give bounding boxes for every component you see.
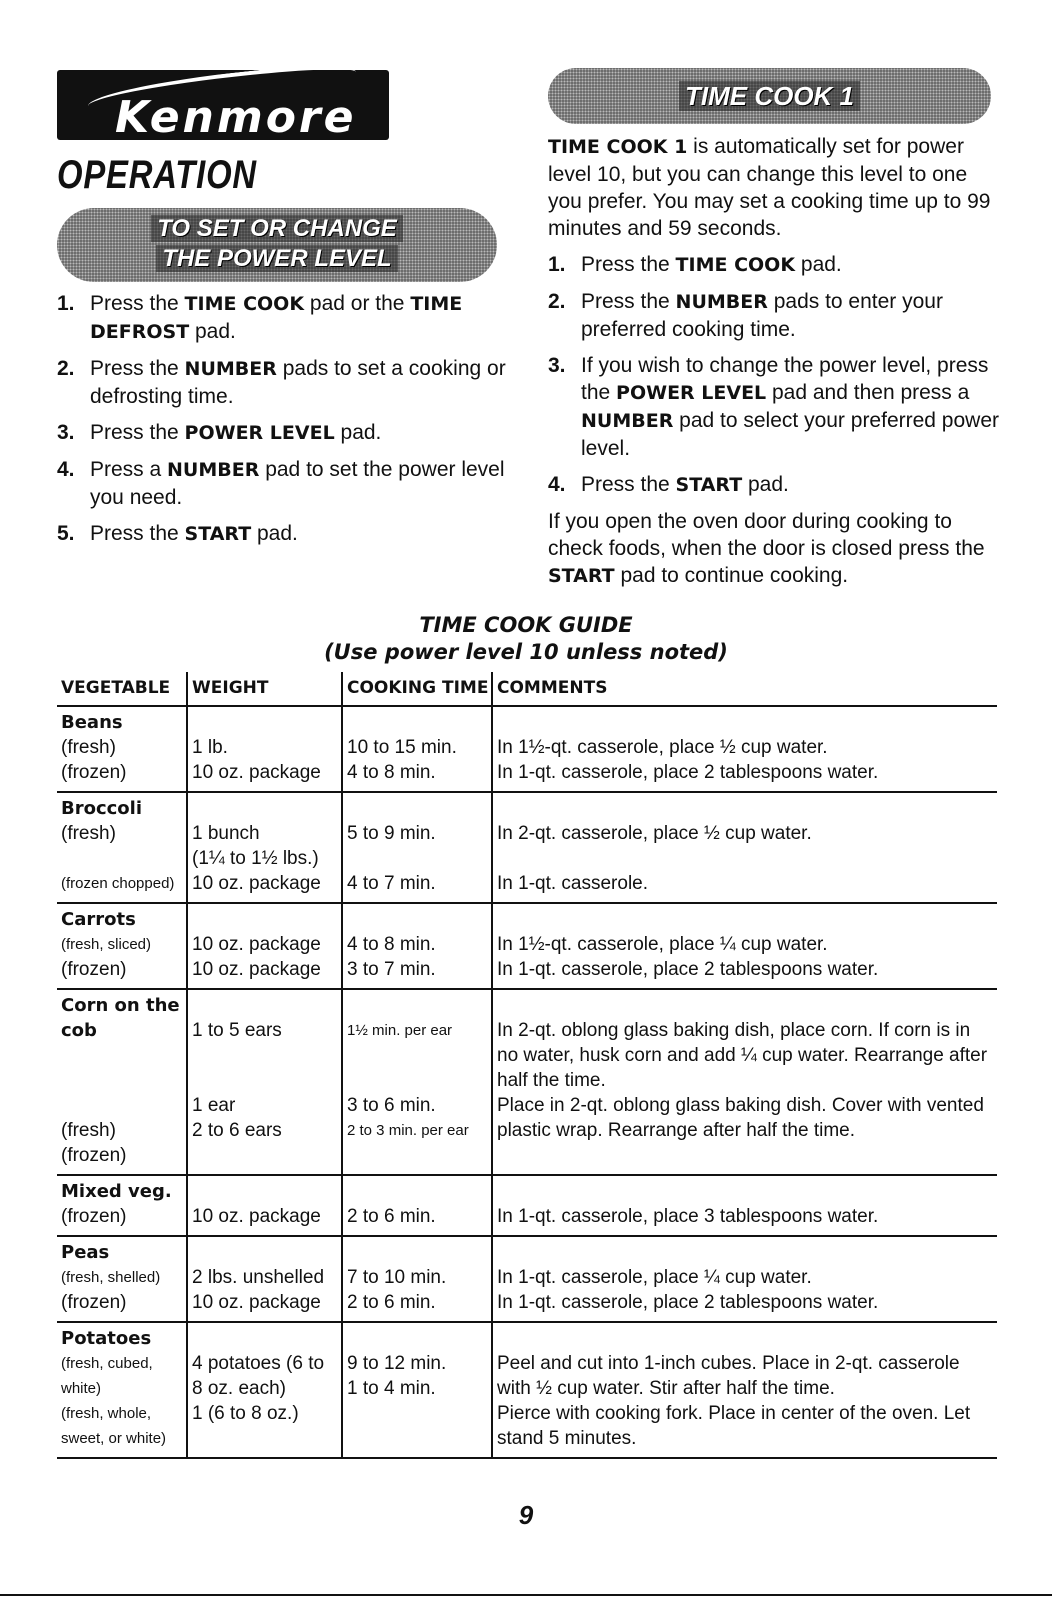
vegetable-variant: (frozen) [61,1145,127,1166]
cell-line: In 1½-qt. casserole, place ¼ cup water. [497,934,828,955]
step-text: pad or the [304,292,411,315]
cell-line [347,710,487,735]
vegetable-variant: (fresh, shelled) [61,1269,161,1286]
power-level-step-4 [57,456,507,511]
cell-line [497,907,993,932]
table-row [57,1322,997,1458]
cooking-time-cell [342,1322,492,1458]
cell-line: 3 to 7 min. [347,959,436,980]
page-number: 9 [518,1500,534,1530]
cell-line [347,846,487,871]
weight-cell [187,1236,342,1322]
step-pad-name: START [184,523,252,545]
time-cook-step-list [548,251,1003,499]
step-text: pad. [251,522,298,545]
cell-line: 4 to 7 min. [347,873,436,894]
cell-line: 4 potatoes (6 to 8 oz. each) [192,1353,325,1399]
vegetable-cell [57,706,187,792]
cell-line: In 2-qt. casserole, place ½ cup water. [497,823,812,844]
step-number: 1. [57,292,75,315]
cooking-time-cell [342,1236,492,1322]
vegetable-variant [61,846,182,871]
weight-cell [187,792,342,903]
step-number: 2. [57,357,75,380]
weight-cell [187,989,342,1175]
vegetable-cell [57,1175,187,1236]
power-level-heading [57,208,497,282]
outro-pad-name: START [548,565,615,587]
step-text: pad to set the power level you need. [90,458,505,509]
step-pad-name: TIME DEFROST [90,293,463,343]
cell-line [497,1179,993,1204]
vegetable-name: Corn on the cob [61,995,180,1041]
comments-cell [492,989,997,1175]
vegetable-variant: (frozen) [61,1292,127,1313]
comments-cell [492,1175,997,1236]
table-row [57,1175,997,1236]
step-text: Press a [90,458,168,481]
cooking-time-cell [342,706,492,792]
cell-line: 10 oz. package [192,762,321,783]
guide-title-block [0,612,1052,666]
vegetable-name: Beans [61,712,123,733]
cell-line: Pierce with cooking fork. Place in center of the oven. Let stand 5 minutes. [497,1403,971,1449]
cell-line: In 1-qt. casserole. [497,873,649,894]
step-text: pads to set a cooking or defrosting time. [90,357,506,408]
step-pad-name: POWER LEVEL [616,382,767,404]
time-cook-intro-bold: TIME COOK 1 [548,136,688,158]
vegetable-name: Broccoli [61,798,143,819]
header-comments: COMMENTS [492,672,997,706]
guide-subtitle: (Use power level 10 unless noted) [324,640,728,664]
table-row [57,792,997,903]
cell-line: In 1-qt. casserole, place ¼ cup water. [497,1267,812,1288]
cell-line [192,993,337,1018]
logo-wordmark: Kenmore [115,92,357,140]
vegetable-cell [57,1236,187,1322]
cell-line: In 1-qt. casserole, place 2 tablespoons water. [497,762,879,783]
comments-cell [492,706,997,792]
table-header-row [57,672,997,706]
cell-line [192,1179,337,1204]
cell-line [192,1068,337,1093]
cell-line: 10 oz. package [192,1292,321,1313]
vegetable-variant: (fresh) [61,737,116,758]
power-level-step-2 [57,355,507,410]
cell-line: 2 to 3 min. per ear [347,1122,469,1139]
outro-text: If you open the oven door during cooking to check foods, when the door is closed press the [548,510,985,560]
cell-line: In 1-qt. casserole, place 3 tablespoons water. [497,1206,879,1227]
vegetable-variant: (frozen) [61,959,127,980]
time-cook-heading-text: TIME COOK 1 [679,81,860,111]
step-number: 5. [57,522,75,545]
vegetable-variant: (frozen chopped) [61,875,175,892]
bottom-rule [0,1594,1052,1596]
cell-line [347,1240,487,1265]
step-text: Press the [581,290,676,313]
cell-line [192,1326,337,1351]
cell-line: 4 to 8 min. [347,762,436,783]
cell-line: Place in 2-qt. oblong glass baking dish. Cover with vented plastic wrap. Rearrange after half the time. [497,1095,984,1141]
cell-line: 4 to 8 min. [347,934,436,955]
cell-line [497,846,993,871]
cell-line [347,796,487,821]
cell-line: In 2-qt. oblong glass baking dish, place corn. If corn is in no water, husk corn and add ¼ cup water. Rearrange after half the time. [497,1020,988,1091]
weight-cell [187,1175,342,1236]
cell-line: In 1-qt. casserole, place 2 tablespoons water. [497,959,879,980]
cell-line: Peel and cut into 1-inch cubes. Place in 2-qt. casserole with ½ cup water. Stir after half the time. [497,1353,960,1399]
cell-line: In 1-qt. casserole, place 2 tablespoons water. [497,1292,879,1313]
step-pad-name: TIME COOK [675,254,796,276]
step-text: pad to select your preferred power level. [581,409,1000,460]
vegetable-variant: (fresh) [61,1120,116,1141]
vegetable-variant [61,1043,182,1068]
cell-line: 2 to 6 min. [347,1292,436,1313]
time-cook-heading [548,68,991,124]
step-text: Press the [581,253,676,276]
weight-cell [187,706,342,792]
weight-cell [187,903,342,989]
cell-line: 1 to 4 min. [347,1378,436,1399]
step-text: pad. [795,253,842,276]
cell-line: (1¼ to 1½ lbs.) [192,848,319,869]
time-cook-step-1 [548,251,1003,279]
step-pad-name: NUMBER [167,459,260,481]
cell-line: 9 to 12 min. [347,1353,447,1374]
power-level-step-list [57,290,507,548]
step-text: pad. [189,320,236,343]
time-cook-step-2 [548,288,1003,343]
step-text: pad. [742,473,789,496]
power-level-heading-line1: TO SET OR CHANGE [151,215,403,242]
power-level-step-5 [57,520,507,548]
cell-line: 10 oz. package [192,934,321,955]
comments-cell [492,903,997,989]
cell-line [347,1068,487,1093]
time-cook-step-3 [548,352,1003,462]
step-text: Press the [581,473,676,496]
cell-line [347,1043,487,1068]
cell-line: 1 lb. [192,737,228,758]
cell-line: 10 to 15 min. [347,737,457,758]
cell-line [497,710,993,735]
vegetable-cell [57,1322,187,1458]
step-number: 1. [548,253,566,276]
cell-line: In 1½-qt. casserole, place ½ cup water. [497,737,828,758]
vegetable-variant: (fresh, sliced) [61,936,152,953]
kenmore-logo [57,70,389,140]
outro-text: pad to continue cooking. [614,564,849,587]
vegetable-cell [57,792,187,903]
cell-line: 3 to 6 min. [347,1095,436,1116]
step-pad-name: NUMBER [581,410,674,432]
table-row [57,1236,997,1322]
cell-line: 2 lbs. unshelled [192,1267,325,1288]
cell-line [347,907,487,932]
cell-line [347,993,487,1018]
cell-line [192,907,337,932]
cell-line: 5 to 9 min. [347,823,436,844]
time-cook-guide-table [57,672,997,1459]
cell-line: 1 to 5 ears [192,1020,282,1041]
table-row [57,989,997,1175]
section-title: OPERATION [57,153,257,197]
weight-cell [187,1322,342,1458]
cell-line [192,1240,337,1265]
cell-line [497,1326,993,1351]
vegetable-variant: (fresh, whole, sweet, or white) [61,1405,167,1447]
vegetable-name: Mixed veg. [61,1181,172,1202]
power-level-steps [57,290,507,557]
time-cook-section [548,133,1003,599]
vegetable-variant: (frozen) [61,762,127,783]
step-text: pad. [334,421,382,444]
vegetable-name: Carrots [61,909,136,930]
power-level-step-3 [57,419,507,447]
step-text: If you wish to change the power level, press the [581,354,989,404]
time-cook-step-4 [548,471,1003,499]
vegetable-variant: (fresh, cubed, white) [61,1355,153,1397]
vegetable-name: Peas [61,1242,110,1263]
cell-line [192,710,337,735]
cell-line [497,1240,993,1265]
vegetable-cell [57,989,187,1175]
cooking-time-cell [342,989,492,1175]
cell-line: 1½ min. per ear [347,1022,453,1039]
cell-line: 7 to 10 min. [347,1267,447,1288]
step-pad-name: NUMBER [184,358,277,380]
step-text: Press the [90,421,185,444]
step-pad-name: TIME COOK [184,293,305,315]
step-pad-name: NUMBER [675,291,768,313]
table-body [57,706,997,1458]
cooking-time-cell [342,1175,492,1236]
step-text: Press the [90,522,185,545]
table-row [57,903,997,989]
cell-line [497,993,993,1018]
cell-line: 2 to 6 min. [347,1206,436,1227]
cell-line [347,1326,487,1351]
cell-line: 1 (6 to 8 oz.) [192,1403,299,1424]
comments-cell [492,1322,997,1458]
vegetable-name: Potatoes [61,1328,152,1349]
cooking-time-cell [342,792,492,903]
power-level-step-1 [57,290,507,346]
step-pad-name: START [675,474,743,496]
step-text: pads to enter your preferred cooking time. [581,290,943,341]
cell-line: 1 ear [192,1095,236,1116]
vegetable-cell [57,903,187,989]
step-text: pad and then press a [766,381,970,404]
header-vegetable: VEGETABLE [57,672,187,706]
step-number: 4. [57,458,75,481]
time-cook-outro [548,508,1003,590]
step-number: 3. [548,354,566,377]
step-pad-name: POWER LEVEL [184,422,335,444]
vegetable-variant: (frozen) [61,1206,127,1227]
comments-cell [492,792,997,903]
time-cook-intro [548,133,1003,242]
cell-line: 2 to 6 ears [192,1120,282,1141]
guide-title: TIME COOK GUIDE [419,613,633,637]
cell-line [192,796,337,821]
cell-line: 10 oz. package [192,959,321,980]
cell-line [347,1179,487,1204]
vegetable-variant: (fresh) [61,823,116,844]
step-text: Press the [90,292,185,315]
comments-cell [492,1236,997,1322]
vegetable-variant [61,1068,182,1093]
step-number: 2. [548,290,566,313]
power-level-heading-line2: THE POWER LEVEL [156,245,397,272]
time-cook-intro-text: is automatically set for power level 10, but you can change this level to one you prefer. You may set a cooking time up to 99 minutes and 59 seconds. [548,135,991,240]
table-row [57,706,997,792]
cell-line: 10 oz. package [192,873,321,894]
cell-line [192,1043,337,1068]
cell-line: 1 bunch [192,823,260,844]
cell-line [497,796,993,821]
step-number: 3. [57,421,75,444]
cell-line: 10 oz. package [192,1206,321,1227]
header-cooking-time: COOKING TIME [342,672,492,706]
cooking-time-cell [342,903,492,989]
step-text: Press the [90,357,185,380]
vegetable-variant [61,1093,182,1118]
header-weight: WEIGHT [187,672,342,706]
step-number: 4. [548,473,566,496]
